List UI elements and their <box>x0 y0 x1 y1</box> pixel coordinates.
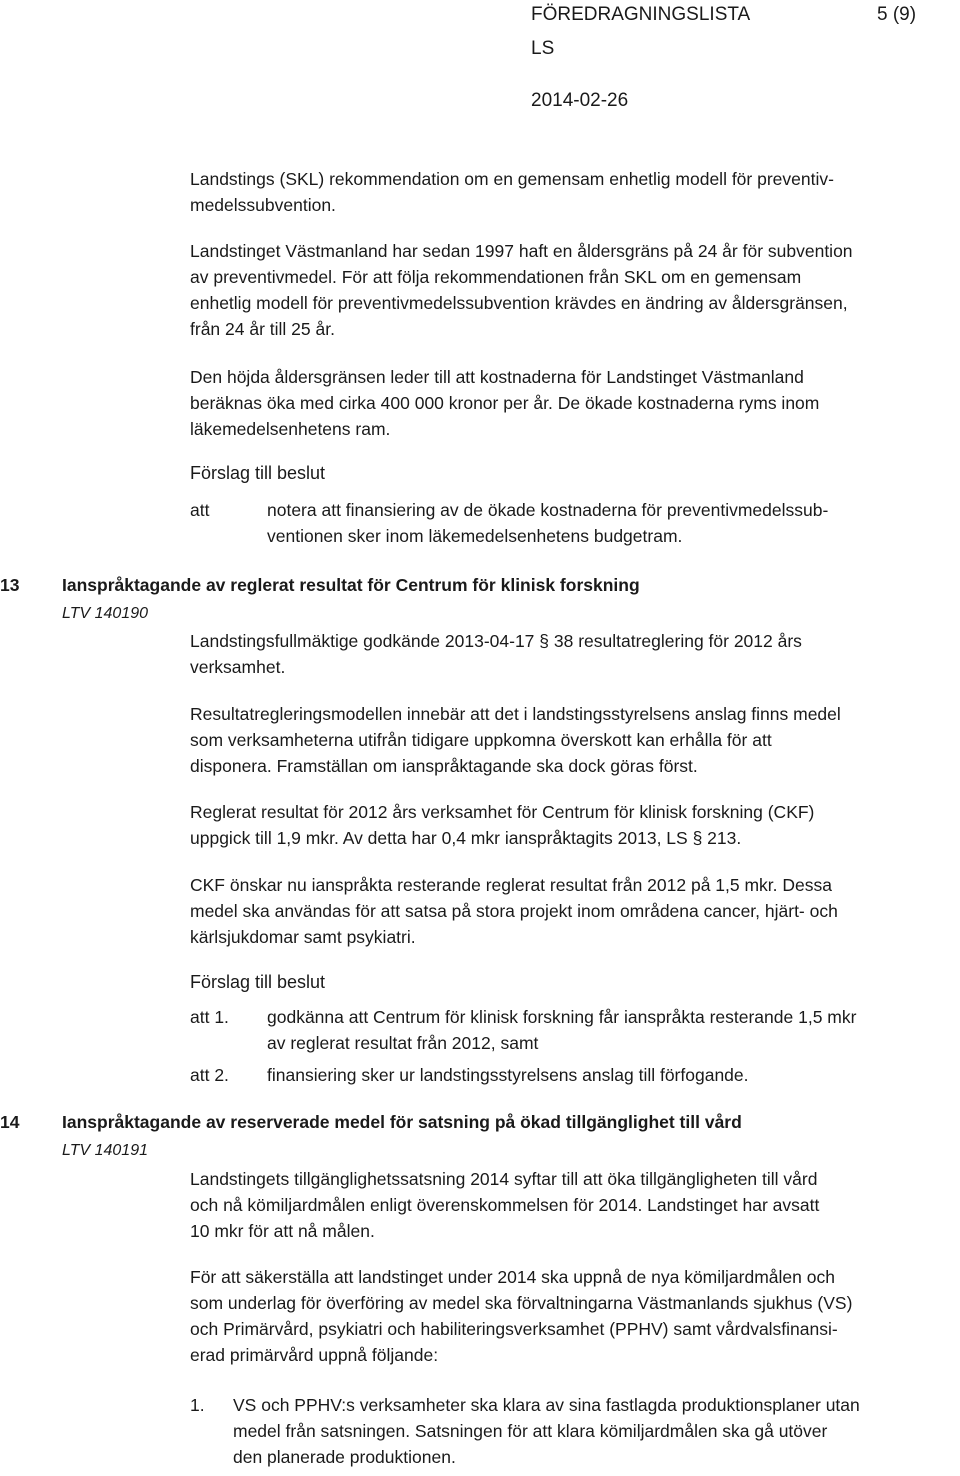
line: medel ska användas för att satsa på stora projekt inom områdena cancer, hjärt- och <box>190 901 838 921</box>
intro-paragraph-3 <box>190 364 940 442</box>
initials: LS <box>531 38 555 59</box>
document-title: FÖREDRAGNINGSLISTA <box>531 4 751 25</box>
line: medel från satsningen. Satsningen för att klara kömiljardmålen ska gå utöver <box>233 1421 828 1441</box>
line: disponera. Framställan om ianspråktagande ska dock göras först. <box>190 756 698 776</box>
line: erad primärvård uppnå följande: <box>190 1345 439 1365</box>
line: Den höjda åldersgränsen leder till att kostnaderna för Landstinget Västmanland <box>190 367 804 387</box>
line: läkemedelsenhetens ram. <box>190 419 391 439</box>
section13-paragraph-4 <box>190 872 940 950</box>
line: av reglerat resultat från 2012, samt <box>267 1033 539 1053</box>
line: Reglerat resultat för 2012 års verksamhet för Centrum för klinisk forskning (CKF) <box>190 802 815 822</box>
section-number: 13 <box>0 575 20 595</box>
case-reference: LTV 140190 <box>62 605 148 622</box>
decision-text <box>267 497 947 549</box>
document-date: 2014-02-26 <box>531 90 629 111</box>
list-item <box>233 1392 943 1470</box>
line: 10 mkr för att nå målen. <box>190 1221 375 1241</box>
line: som verksamheterna utifrån tidigare uppkomna överskott kan erhålla för att <box>190 730 772 750</box>
case-reference: LTV 140191 <box>62 1142 148 1159</box>
section14-paragraph-1 <box>190 1166 940 1244</box>
line: beräknas öka med cirka 400 000 kronor per år. De ökade kostnaderna ryms inom <box>190 393 820 413</box>
section13-paragraph-1 <box>190 628 940 680</box>
intro-paragraph-1 <box>190 166 940 218</box>
proposal-heading: Förslag till beslut <box>190 972 326 992</box>
line: Resultatregleringsmodellen innebär att det i landstingsstyrelsens anslag finns medel <box>190 704 841 724</box>
line: Landstinget Västmanland har sedan 1997 haft en åldersgräns på 24 år för subvention <box>190 241 853 261</box>
line: Landstingsfullmäktige godkände 2013-04-17 § 38 resultatreglering för 2012 års <box>190 631 802 651</box>
line: godkänna att Centrum för klinisk forskning får ianspråkta resterande 1,5 mkr <box>267 1007 857 1027</box>
section14-paragraph-2 <box>190 1264 940 1368</box>
line: av preventivmedel. För att följa rekommendationen från SKL om en gemensam <box>190 267 802 287</box>
line: som underlag för överföring av medel ska förvaltningarna Västmanlands sjukhus (VS) <box>190 1293 853 1313</box>
line: För att säkerställa att landstinget under 2014 ska uppnå de nya kömiljardmålen och <box>190 1267 835 1287</box>
section-title: Ianspråktagande av reserverade medel för satsning på ökad tillgänglighet till vård <box>62 1112 742 1132</box>
line: CKF önskar nu ianspråkta resterande reglerat resultat från 2012 på 1,5 mkr. Dessa <box>190 875 832 895</box>
line: den planerade produktionen. <box>233 1447 456 1467</box>
line: enhetlig modell för preventivmedelssubvention krävdes en ändring av åldersgränsen, <box>190 293 848 313</box>
att-label: att <box>190 500 210 520</box>
intro-paragraph-2 <box>190 238 940 342</box>
line: notera att finansiering av de ökade kostnaderna för preventivmedelssub- <box>267 500 829 520</box>
att-label: att 2. <box>190 1065 229 1085</box>
section-title: Ianspråktagande av reglerat resultat för Centrum för klinisk forskning <box>62 575 640 595</box>
line: medelssubvention. <box>190 195 336 215</box>
line: kärlsjukdomar samt psykiatri. <box>190 927 416 947</box>
att-label: att 1. <box>190 1007 229 1027</box>
section13-paragraph-2 <box>190 701 940 779</box>
line: VS och PPHV:s verksamheter ska klara av sina fastlagda produktionsplaner utan <box>233 1395 860 1415</box>
section-number: 14 <box>0 1112 20 1132</box>
line: verksamhet. <box>190 657 286 677</box>
line: Landstings (SKL) rekommendation om en gemensam enhetlig modell för preventiv- <box>190 169 834 189</box>
proposal-heading: Förslag till beslut <box>190 463 326 483</box>
line: ventionen sker inom läkemedelsenhetens budgetram. <box>267 526 683 546</box>
decision-item-1 <box>267 1004 947 1056</box>
line: finansiering sker ur landstingsstyrelsens anslag till förfogande. <box>267 1065 749 1085</box>
line: Landstingets tillgänglighetssatsning 2014 syftar till att öka tillgängligheten till vård <box>190 1169 818 1189</box>
list-item-number: 1. <box>190 1395 205 1415</box>
page-number: 5 (9) <box>877 4 917 25</box>
line: och Primärvård, psykiatri och habiliteringsverksamhet (PPHV) samt vårdvalsfinansi- <box>190 1319 838 1339</box>
line: uppgick till 1,9 mkr. Av detta har 0,4 mkr ianspråktagits 2013, LS § 213. <box>190 828 742 848</box>
line: från 24 år till 25 år. <box>190 319 335 339</box>
section13-paragraph-3 <box>190 799 940 851</box>
line: och nå kömiljardmålen enligt överenskommelsen för 2014. Landstinget har avsatt <box>190 1195 820 1215</box>
decision-item-2 <box>267 1062 947 1088</box>
